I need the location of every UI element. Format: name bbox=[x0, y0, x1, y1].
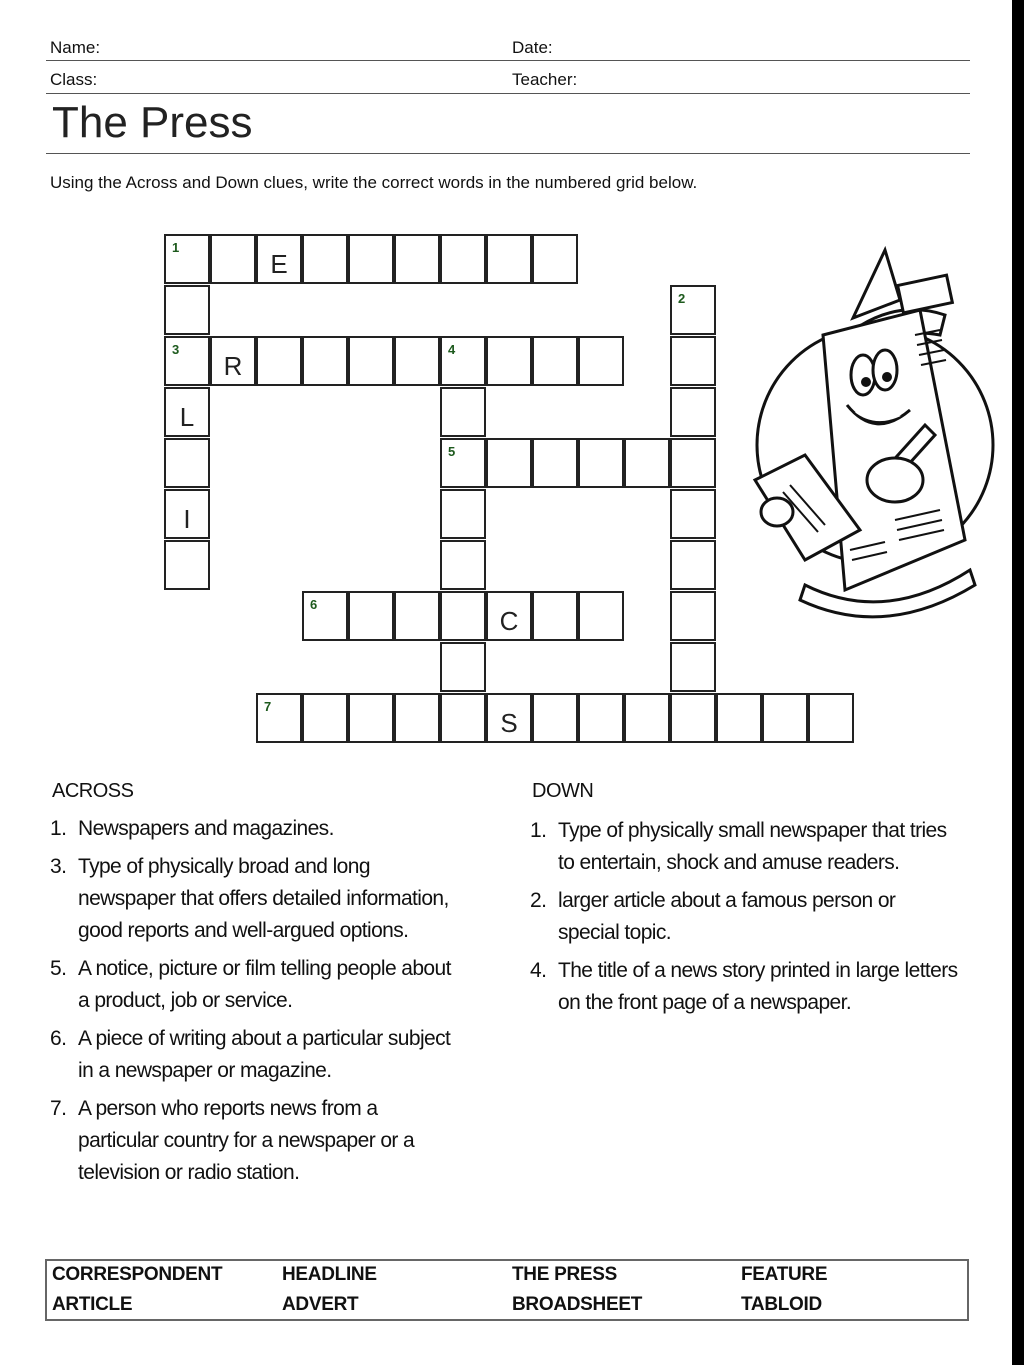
word-bank-item: FEATURE bbox=[741, 1264, 828, 1285]
crossword-cell[interactable] bbox=[486, 693, 532, 743]
given-letter: R bbox=[223, 351, 243, 381]
clue-text: A notice, picture or film telling people about a product, job or service. bbox=[78, 957, 451, 1012]
word-bank bbox=[45, 1259, 969, 1321]
clue-number: 2 bbox=[678, 291, 686, 306]
crossword-cell[interactable] bbox=[670, 489, 716, 539]
crossword-cell[interactable] bbox=[440, 438, 486, 488]
crossword-cell[interactable] bbox=[486, 438, 532, 488]
clue-text: The title of a news story printed in large letters on the front page of a newspaper. bbox=[558, 959, 958, 1014]
teacher-label: Teacher: bbox=[512, 70, 578, 89]
crossword-cell[interactable] bbox=[210, 336, 256, 386]
given-letter: S bbox=[500, 708, 518, 738]
crossword-cell[interactable] bbox=[440, 693, 486, 743]
clue-text: larger article about a famous person or special topic. bbox=[558, 889, 896, 944]
crossword-cell[interactable] bbox=[256, 336, 302, 386]
crossword-cell[interactable] bbox=[532, 234, 578, 284]
crossword-cell[interactable] bbox=[164, 489, 210, 539]
clue-number: 4. bbox=[530, 959, 547, 982]
clue-number: 2. bbox=[530, 889, 547, 912]
crossword-cell[interactable] bbox=[532, 438, 578, 488]
clue-number: 7 bbox=[264, 699, 272, 714]
clue-number: 5 bbox=[448, 444, 456, 459]
clue-number: 3 bbox=[172, 342, 180, 357]
crossword-cell[interactable] bbox=[808, 693, 854, 743]
down-clue-list bbox=[530, 815, 960, 1025]
word-bank-item: BROADSHEET bbox=[512, 1294, 643, 1315]
clue-item bbox=[530, 885, 960, 949]
clue-text: Type of physically broad and long newspaper that offers detailed information, good reports and well-argued options. bbox=[78, 855, 449, 942]
crossword-cell[interactable] bbox=[578, 693, 624, 743]
crossword-cell[interactable] bbox=[486, 591, 532, 641]
crossword-cell[interactable] bbox=[762, 693, 808, 743]
across-heading: ACROSS bbox=[52, 780, 134, 802]
clue-text: A piece of writing about a particular subject in a newspaper or magazine. bbox=[78, 1027, 451, 1082]
crossword-cell[interactable] bbox=[394, 693, 440, 743]
clue-item bbox=[50, 813, 455, 845]
crossword-cell[interactable] bbox=[256, 693, 302, 743]
instructions: Using the Across and Down clues, write the correct words in the numbered grid below. bbox=[50, 173, 698, 192]
crossword-cell[interactable] bbox=[670, 285, 716, 335]
given-letter: L bbox=[179, 402, 195, 432]
crossword-cell[interactable] bbox=[670, 540, 716, 590]
crossword-cell[interactable] bbox=[578, 438, 624, 488]
clue-number: 6. bbox=[50, 1027, 67, 1050]
word-bank-item: TABLOID bbox=[741, 1294, 822, 1315]
crossword-cell[interactable] bbox=[716, 693, 762, 743]
word-bank-item: CORRESPONDENT bbox=[52, 1264, 223, 1285]
crossword-cell[interactable] bbox=[302, 234, 348, 284]
crossword-cell[interactable] bbox=[624, 693, 670, 743]
crossword-cell[interactable] bbox=[670, 591, 716, 641]
crossword-cell[interactable] bbox=[164, 540, 210, 590]
date-label: Date: bbox=[512, 38, 553, 57]
crossword-cell[interactable] bbox=[486, 336, 532, 386]
crossword-cell[interactable] bbox=[670, 438, 716, 488]
given-letter: E bbox=[270, 249, 288, 279]
word-bank-item: THE PRESS bbox=[512, 1264, 617, 1285]
given-letter: C bbox=[499, 606, 519, 636]
word-bank-item: HEADLINE bbox=[282, 1264, 377, 1285]
clue-text: A person who reports news from a particular country for a newspaper or a television or radio station. bbox=[78, 1097, 415, 1184]
clue-item bbox=[530, 815, 960, 879]
clue-number: 7. bbox=[50, 1097, 67, 1120]
clue-number: 3. bbox=[50, 855, 67, 878]
clue-text: Type of physically small newspaper that tries to entertain, shock and amuse readers. bbox=[558, 819, 947, 874]
newspaper-mascot-illustration bbox=[735, 240, 1000, 630]
clue-item bbox=[50, 851, 455, 947]
crossword-cell[interactable] bbox=[302, 693, 348, 743]
crossword-cell[interactable] bbox=[302, 591, 348, 641]
name-label: Name: bbox=[50, 38, 101, 57]
crossword-cell[interactable] bbox=[578, 336, 624, 386]
crossword-cell[interactable] bbox=[164, 438, 210, 488]
crossword-cell[interactable] bbox=[164, 285, 210, 335]
crossword-cell[interactable] bbox=[440, 540, 486, 590]
down-heading: DOWN bbox=[532, 780, 594, 802]
crossword-cell[interactable] bbox=[164, 234, 210, 284]
crossword-cell[interactable] bbox=[624, 438, 670, 488]
clue-number: 6 bbox=[310, 597, 318, 612]
class-label: Class: bbox=[50, 70, 98, 89]
crossword-cell[interactable] bbox=[670, 693, 716, 743]
clue-number: 1 bbox=[172, 240, 180, 255]
clue-item bbox=[530, 955, 960, 1019]
clue-number: 1. bbox=[50, 817, 67, 840]
crossword-cell[interactable] bbox=[440, 591, 486, 641]
crossword-cell[interactable] bbox=[348, 591, 394, 641]
crossword-cell[interactable] bbox=[670, 387, 716, 437]
clue-number: 5. bbox=[50, 957, 67, 980]
page-title: The Press bbox=[52, 98, 253, 147]
across-clue-list bbox=[50, 813, 455, 1195]
crossword-cell[interactable] bbox=[440, 336, 486, 386]
crossword-cell[interactable] bbox=[302, 336, 348, 386]
crossword-cell[interactable] bbox=[394, 234, 440, 284]
crossword-cell[interactable] bbox=[440, 234, 486, 284]
crossword-cell[interactable] bbox=[394, 591, 440, 641]
word-bank-item: ARTICLE bbox=[52, 1294, 133, 1315]
crossword-cell[interactable] bbox=[256, 234, 302, 284]
clue-text: Newspapers and magazines. bbox=[78, 817, 334, 840]
crossword-cell[interactable] bbox=[532, 591, 578, 641]
clue-number: 1. bbox=[530, 819, 547, 842]
crossword-cell[interactable] bbox=[440, 642, 486, 692]
crossword-cell[interactable] bbox=[670, 642, 716, 692]
clue-item bbox=[50, 953, 455, 1017]
clue-item bbox=[50, 1093, 455, 1189]
word-bank-item: ADVERT bbox=[282, 1294, 359, 1315]
clue-number: 4 bbox=[448, 342, 456, 357]
crossword-cell[interactable] bbox=[348, 336, 394, 386]
crossword-cell[interactable] bbox=[440, 387, 486, 437]
crossword-cell[interactable] bbox=[394, 336, 440, 386]
crossword-cell[interactable] bbox=[578, 591, 624, 641]
crossword-cell[interactable] bbox=[486, 234, 532, 284]
crossword-cell[interactable] bbox=[164, 336, 210, 386]
crossword-cell[interactable] bbox=[532, 693, 578, 743]
crossword-cell[interactable] bbox=[348, 693, 394, 743]
crossword-cell[interactable] bbox=[210, 234, 256, 284]
clue-item bbox=[50, 1023, 455, 1087]
crossword-cell[interactable] bbox=[670, 336, 716, 386]
crossword-cell[interactable] bbox=[164, 387, 210, 437]
given-letter: I bbox=[183, 504, 191, 534]
crossword-cell[interactable] bbox=[532, 336, 578, 386]
crossword-cell[interactable] bbox=[348, 234, 394, 284]
crossword-cell[interactable] bbox=[440, 489, 486, 539]
